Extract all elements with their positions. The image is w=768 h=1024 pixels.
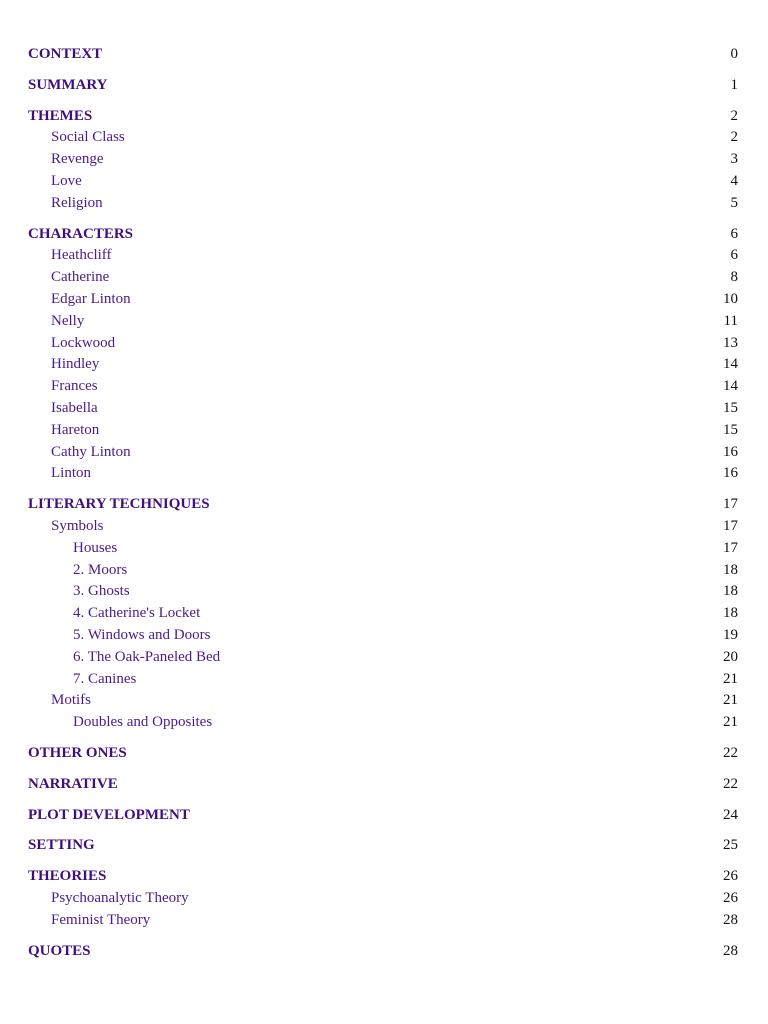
toc-entry-page-number: 14 [723,356,738,372]
toc-entry-page-number: 22 [723,776,738,792]
toc-entry-doubles-and-opposites[interactable] [0,712,768,732]
toc-entry-symbols[interactable] [0,516,768,536]
toc-entry-literary-techniques[interactable] [0,494,768,514]
toc-entry-title: Cathy Linton [51,444,131,460]
toc-entry-title: Symbols [51,518,104,534]
toc-entry-page-number: 17 [723,540,738,556]
toc-entry-page-number: 19 [723,627,738,643]
toc-entry-feminist-theory[interactable] [0,910,768,930]
toc-entry-title: Feminist Theory [51,912,151,928]
toc-entry-themes[interactable] [0,106,768,126]
toc-entry-4-catherine-s-locket[interactable] [0,603,768,623]
toc-entry-page-number: 21 [723,671,738,687]
toc-entry-page-number: 24 [723,807,738,823]
toc-entry-page-number: 6 [730,247,738,263]
toc-entry-page-number: 26 [723,890,738,906]
toc-entry-summary[interactable] [0,75,768,95]
toc-entry-motifs[interactable] [0,690,768,710]
toc-entry-3-ghosts[interactable] [0,581,768,601]
toc-entry-isabella[interactable] [0,398,768,418]
toc-entry-page-number: 8 [730,269,738,285]
toc-entry-narrative[interactable] [0,774,768,794]
toc-entry-title: THEMES [28,108,93,124]
toc-entry-title: Motifs [51,692,92,708]
toc-entry-page-number: 21 [723,692,738,708]
toc-entry-page-number: 28 [723,943,738,959]
toc-entry-title: Catherine [51,269,110,285]
toc-entry-page-number: 20 [723,649,738,665]
toc-entry-title: 4. Catherine's Locket [73,605,201,621]
toc-entry-title: PLOT DEVELOPMENT [28,807,190,823]
toc-entry-other-ones[interactable] [0,743,768,763]
toc-entry-houses[interactable] [0,538,768,558]
toc-entry-page-number: 26 [723,868,738,884]
toc-entry-hindley[interactable] [0,354,768,374]
toc-entry-nelly[interactable] [0,311,768,331]
toc-entry-page-number: 3 [730,151,738,167]
toc-entry-lockwood[interactable] [0,333,768,353]
toc-entry-title: QUOTES [28,943,91,959]
toc-entry-title: OTHER ONES [28,745,127,761]
toc-entry-page-number: 18 [723,583,738,599]
toc-entry-title: Doubles and Opposites [73,714,213,730]
toc-entry-title: NARRATIVE [28,776,118,792]
toc-entry-title: Edgar Linton [51,291,131,307]
toc-entry-title: 5. Windows and Doors [73,627,211,643]
toc-entry-title: Hareton [51,422,100,438]
toc-entry-title: THEORIES [28,868,107,884]
toc-entry-page-number: 6 [730,226,738,242]
toc-entry-page-number: 18 [723,562,738,578]
toc-entry-hareton[interactable] [0,420,768,440]
toc-entry-religion[interactable] [0,193,768,213]
toc-entry-5-windows-and-doors[interactable] [0,625,768,645]
toc-entry-2-moors[interactable] [0,560,768,580]
toc-entry-page-number: 4 [730,173,738,189]
toc-entry-page-number: 28 [723,912,738,928]
toc-entry-psychoanalytic-theory[interactable] [0,888,768,908]
toc-entry-title: Hindley [51,356,100,372]
toc-entry-quotes[interactable] [0,941,768,961]
toc-entry-6-the-oak-paneled-bed[interactable] [0,647,768,667]
toc-entry-plot-development[interactable] [0,805,768,825]
toc-entry-page-number: 2 [730,108,738,124]
toc-entry-revenge[interactable] [0,149,768,169]
toc-entry-title: Religion [51,195,103,211]
toc-entry-title: Isabella [51,400,98,416]
toc-entry-title: CONTEXT [28,46,103,62]
toc-entry-page-number: 18 [723,605,738,621]
toc-entry-page-number: 13 [723,335,738,351]
toc-entry-title: Houses [73,540,118,556]
toc-entry-page-number: 21 [723,714,738,730]
toc-entry-linton[interactable] [0,463,768,483]
toc-entry-title: SUMMARY [28,77,108,93]
toc-entry-page-number: 22 [723,745,738,761]
toc-entry-page-number: 16 [723,465,738,481]
toc-entry-page-number: 16 [723,444,738,460]
toc-entry-title: Frances [51,378,98,394]
toc-entry-7-canines[interactable] [0,669,768,689]
toc-entry-title: LITERARY TECHNIQUES [28,496,210,512]
toc-entry-page-number: 2 [730,129,738,145]
toc-entry-title: 7. Canines [73,671,137,687]
toc-entry-title: Nelly [51,313,85,329]
toc-entry-catherine[interactable] [0,267,768,287]
toc-entry-title: 3. Ghosts [73,583,130,599]
toc-entry-page-number: 17 [723,496,738,512]
toc-entry-title: Lockwood [51,335,116,351]
toc-entry-cathy-linton[interactable] [0,442,768,462]
toc-entry-page-number: 1 [730,77,738,93]
toc-entry-page-number: 11 [723,313,738,329]
toc-entry-page-number: 10 [723,291,738,307]
toc-entry-characters[interactable] [0,224,768,244]
toc-entry-title: 6. The Oak-Paneled Bed [73,649,221,665]
toc-entry-page-number: 17 [723,518,738,534]
toc-entry-page-number: 0 [730,46,738,62]
toc-entry-setting[interactable] [0,835,768,855]
toc-entry-title: Revenge [51,151,104,167]
toc-entry-context[interactable] [0,44,768,64]
toc-entry-page-number: 5 [730,195,738,211]
toc-entry-title: Psychoanalytic Theory [51,890,189,906]
toc-entry-theories[interactable] [0,866,768,886]
toc-entry-page-number: 15 [723,422,738,438]
toc-entry-title: Love [51,173,82,189]
toc-entry-social-class[interactable] [0,127,768,147]
toc-entry-title: Social Class [51,129,125,145]
toc-entry-edgar-linton[interactable] [0,289,768,309]
toc-entry-page-number: 15 [723,400,738,416]
toc-entry-frances[interactable] [0,376,768,396]
toc-entry-title: Linton [51,465,91,481]
toc-entry-title: 2. Moors [73,562,128,578]
toc-entry-title: SETTING [28,837,95,853]
toc-entry-love[interactable] [0,171,768,191]
toc-entry-title: Heathcliff [51,247,112,263]
toc-entry-page-number: 25 [723,837,738,853]
toc-entry-heathcliff[interactable] [0,245,768,265]
toc-entry-page-number: 14 [723,378,738,394]
toc-entry-title: CHARACTERS [28,226,134,242]
